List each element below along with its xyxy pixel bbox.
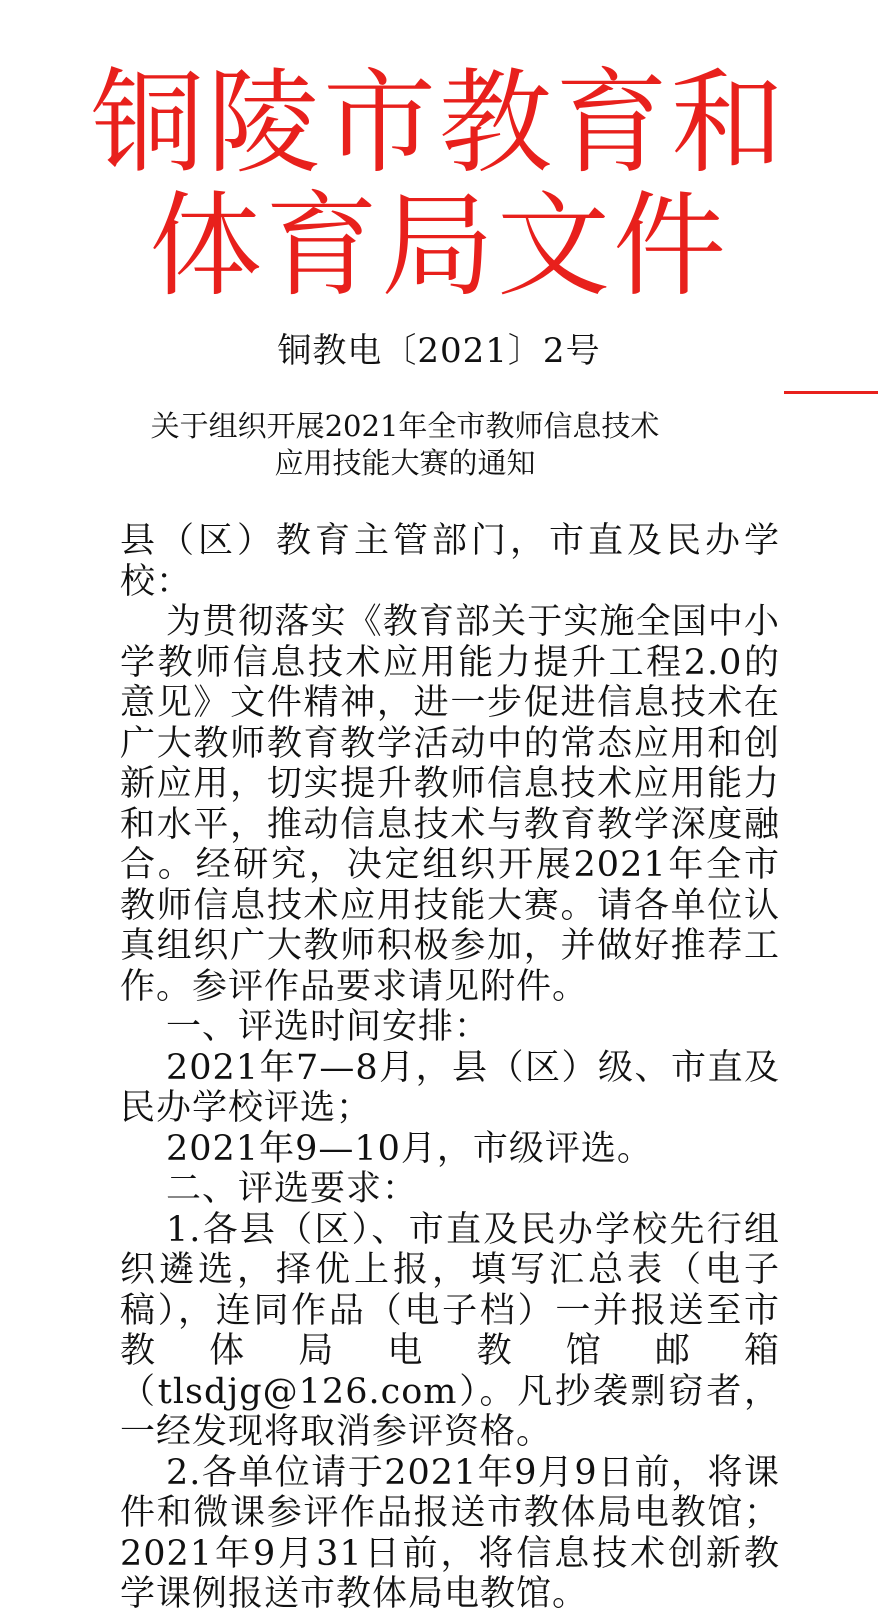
header-line-2: 体育局文件 — [149, 180, 729, 312]
schedule-item-city: 2021年9—10月，市级评选。 — [166, 1128, 653, 1169]
red-divider-line — [784, 391, 878, 394]
requirement-item-2: 2.各单位请于2021年9月9日前，将课件和微课参评作品报送市教体局电教馆；2021年9月31日前，将信息技术创新教学课例报送市教体局电教馆。 — [120, 1452, 780, 1614]
salutation: 县（区）教育主管部门，市直及民办学校： — [120, 521, 780, 602]
document-number: 铜教电〔2021〕2号 — [277, 331, 601, 371]
document-header — [0, 57, 878, 312]
document-body — [120, 521, 780, 1615]
requirement-item-1: 1.各县（区）、市直及民办学校先行组织遴选，择优上报，填写汇总表（电子稿），连同作品（电子档）一并报送至市教体局电教馆邮箱（tlsdjg@126.com）。凡抄袭剽窃者，一经发现将取消参评资格。 — [120, 1209, 780, 1452]
paragraph-purpose: 为贯彻落实《教育部关于实施全国中小学教师信息技术应用能力提升工程2.0的意见》文件精神，进一步促进信息技术在广大教师教育教学活动中的常态应用和创新应用，切实提升教师信息技术应用能力和水平，推动信息技术与教育教学深度融合。经研究，决定组织开展2021年全市教师信息技术应用技能大赛。请各单位认真组织广大教师积极参加，并做好推荐工作。参评作品要求请见附件。 — [120, 602, 780, 1007]
notice-title-line-1: 关于组织开展2021年全市教师信息技术 — [150, 409, 660, 443]
section-heading-schedule: 一、评选时间安排： — [166, 1007, 491, 1047]
notice-title-line-2: 应用技能大赛的通知 — [274, 446, 536, 480]
header-line-1: 铜陵市教育和 — [91, 57, 787, 189]
schedule-item-county: 2021年7—8月，县（区）级、市直及民办学校评选； — [120, 1047, 780, 1128]
notice-title — [100, 408, 710, 482]
section-heading-requirements: 二、评选要求： — [166, 1169, 419, 1209]
